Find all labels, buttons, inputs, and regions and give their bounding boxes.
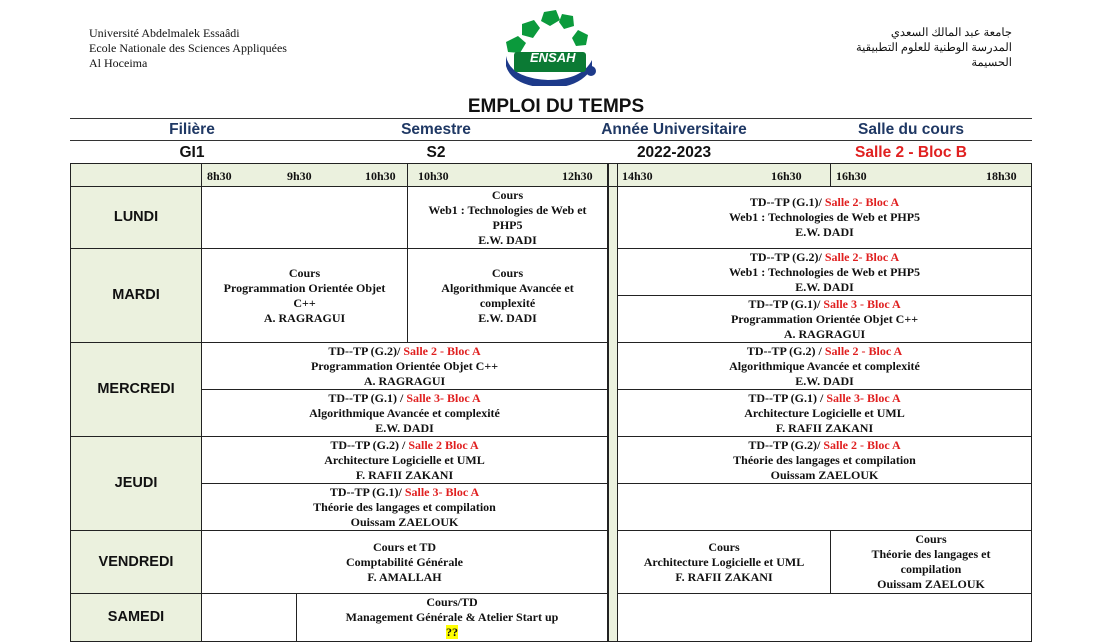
time-label: 10h30 [418,169,449,183]
mardi-pm2-session [617,295,1032,343]
session-course: Programmation Orientée Objet C++ [730,311,919,326]
session-course: Théorie des langages et compilation [313,499,496,514]
session-type: TD--TP (G.1)/ Salle 2- Bloc A [749,195,900,209]
session-teacher: E.W. DADI [375,420,434,435]
samedi-pm-empty [617,593,1032,642]
session-room: Salle 2 - Bloc A [403,343,481,358]
session-type: TD--TP (G.2) / Salle 2 Bloc A [330,437,479,452]
session-teacher: F. RAFII ZAKANI [675,569,773,584]
lundi-am2-session [407,186,608,249]
time-label: 8h30 [207,169,232,183]
mardi-am1-session [201,248,408,343]
session-course-cont: PHP5 [492,217,523,232]
session-type: TD--TP (G.2) / Salle 2 - Bloc A [746,343,903,358]
session-room: Salle 2- Bloc A [824,195,900,209]
session-course: Algorithmique Avancée et complexité [309,405,500,420]
semestre-label: Semestre [401,121,471,138]
filiere-value: GI1 [179,144,205,161]
session-course-cont: complexité [479,295,536,310]
session-course: Management Générale & Atelier Start up [345,610,559,624]
mardi-pm1-session [617,248,1032,296]
mercredi-am2-session [201,389,608,437]
university-header-ar [856,26,1012,71]
day-lundi: LUNDI [70,186,202,249]
session-teacher: A. RAGRAGUI [783,326,866,341]
time-label: 12h30 [562,169,593,183]
title-divider [70,118,1032,119]
vendredi-pm1-session [617,530,831,594]
time-label: 18h30 [986,169,1017,183]
time-label: 14h30 [622,169,653,183]
jeudi-am2-session [201,483,608,531]
session-room: Salle 3 - Bloc A [823,296,901,311]
samedi-am-session [296,593,608,642]
session-room: Salle 3- Bloc A [826,390,901,405]
time-label: 16h30 [771,169,802,183]
session-course: Web1 : Technologies de Web et PHP5 [728,210,921,224]
annee-label: Année Universitaire [601,121,747,138]
jeudi-pm2-empty [617,483,1032,531]
session-course: Web1 : Technologies de Web et PHP5 [728,264,921,279]
session-course: Architecture Logicielle et UML [324,452,485,467]
samedi-am0-empty [201,593,297,642]
day-jeudi: JEUDI [70,436,202,531]
session-teacher: Ouissam ZAELOUK [770,467,879,482]
salle-value: Salle 2 - Bloc B [855,144,967,161]
session-teacher: A. RAGRAGUI [263,310,346,325]
university-name-ar: جامعة عبد المالك السعدي [890,27,1012,39]
session-teacher: Ouissam ZAELOUK [877,577,985,591]
session-type: Cours [915,532,947,546]
mardi-am2-session [407,248,608,343]
session-teacher: E.W. DADI [795,225,854,239]
day-samedi: SAMEDI [70,593,202,642]
session-type: Cours [491,265,524,280]
time-label: 9h30 [287,169,312,183]
jeudi-am1-session [201,436,608,484]
session-course: Programmation Orientée Objet C++ [310,358,499,373]
session-course: Comptabilité Générale [346,554,463,569]
session-teacher: E.W. DADI [478,310,537,325]
session-room: Salle 2- Bloc A [824,249,900,264]
annee-value: 2022-2023 [636,144,712,161]
session-course-cont: compilation [900,562,962,576]
session-type: Cours et TD [372,539,437,554]
session-type: TD--TP (G.1) / Salle 3- Bloc A [748,390,901,405]
session-course: Architecture Logicielle et UML [643,554,805,569]
session-type: TD--TP (G.1)/ Salle 3- Bloc A [329,484,480,499]
session-teacher: F. RAFII ZAKANI [355,467,454,482]
vendredi-pm2-session [830,530,1032,594]
session-type: Cours [708,539,740,554]
session-teacher: F. RAFII ZAKANI [775,420,874,435]
logo-text: ENSAH [530,50,576,65]
session-room: Salle 2 - Bloc A [823,437,901,452]
session-type: TD--TP (G.1)/ Salle 3 - Bloc A [748,296,901,311]
mercredi-pm1-session [617,342,1032,390]
session-course: Architecture Logicielle et UML [744,405,905,420]
session-teacher: Ouissam ZAELOUK [350,514,459,529]
mercredi-am1-session [201,342,608,390]
session-teacher-unknown: ?? [446,625,458,639]
lundi-am1-empty [201,186,408,249]
session-room: Salle 2 - Bloc A [824,343,903,358]
session-teacher: E.W. DADI [795,279,854,294]
university-header-fr [89,26,287,71]
session-teacher: F. AMALLAH [367,569,442,584]
session-teacher: A. RAGRAGUI [363,373,446,388]
session-type: Cours/TD [426,595,478,609]
filiere-label: Filière [169,121,215,138]
session-course: Web1 : Technologies de Web et [428,202,587,217]
day-mercredi: MERCREDI [70,342,202,437]
session-teacher: E.W. DADI [795,373,854,388]
session-course: Algorithmique Avancée et [441,280,574,295]
corner-cell [70,163,202,187]
session-room: Salle 3- Bloc A [406,390,481,405]
session-course: Théorie des langages et compilation [733,452,916,467]
time-label: 16h30 [836,169,867,183]
ensah-logo [500,8,600,86]
university-name: Université Abdelmalek Essaâdi [89,26,240,40]
session-room: Salle 3- Bloc A [404,484,480,499]
session-room: Salle 2 Bloc A [408,437,479,452]
mercredi-pm2-session [617,389,1032,437]
session-course: Programmation Orientée Objet [223,280,386,295]
lundi-pm-session [617,186,1032,249]
page-title: EMPLOI DU TEMPS [467,96,645,117]
session-type: TD--TP (G.2)/ Salle 2 - Bloc A [748,437,901,452]
session-type: TD--TP (G.1) / Salle 3- Bloc A [328,390,481,405]
vendredi-am-session [201,530,608,594]
salle-label: Salle du cours [858,121,964,138]
session-type: Cours [491,187,524,202]
session-type: Cours [288,265,321,280]
session-type: TD--TP (G.2)/ Salle 2 - Bloc A [328,343,481,358]
session-type: TD--TP (G.2)/ Salle 2- Bloc A [749,249,900,264]
session-course-cont: C++ [293,295,316,310]
day-mardi: MARDI [70,248,202,343]
session-teacher: E.W. DADI [478,232,537,247]
day-vendredi: VENDREDI [70,530,202,594]
session-course: Algorithmique Avancée et complexité [729,358,920,373]
jeudi-pm1-session [617,436,1032,484]
semestre-value: S2 [426,144,446,161]
school-name-ar: المدرسة الوطنية للعلوم التطبيقية [856,42,1012,54]
session-course: Théorie des langages et [871,547,991,561]
city-name: Al Hoceima [89,56,148,70]
city-name-ar: الحسيمة [971,57,1012,69]
time-label: 10h30 [365,169,396,183]
school-name: Ecole Nationale des Sciences Appliquées [89,41,287,55]
info-divider [70,140,1032,141]
